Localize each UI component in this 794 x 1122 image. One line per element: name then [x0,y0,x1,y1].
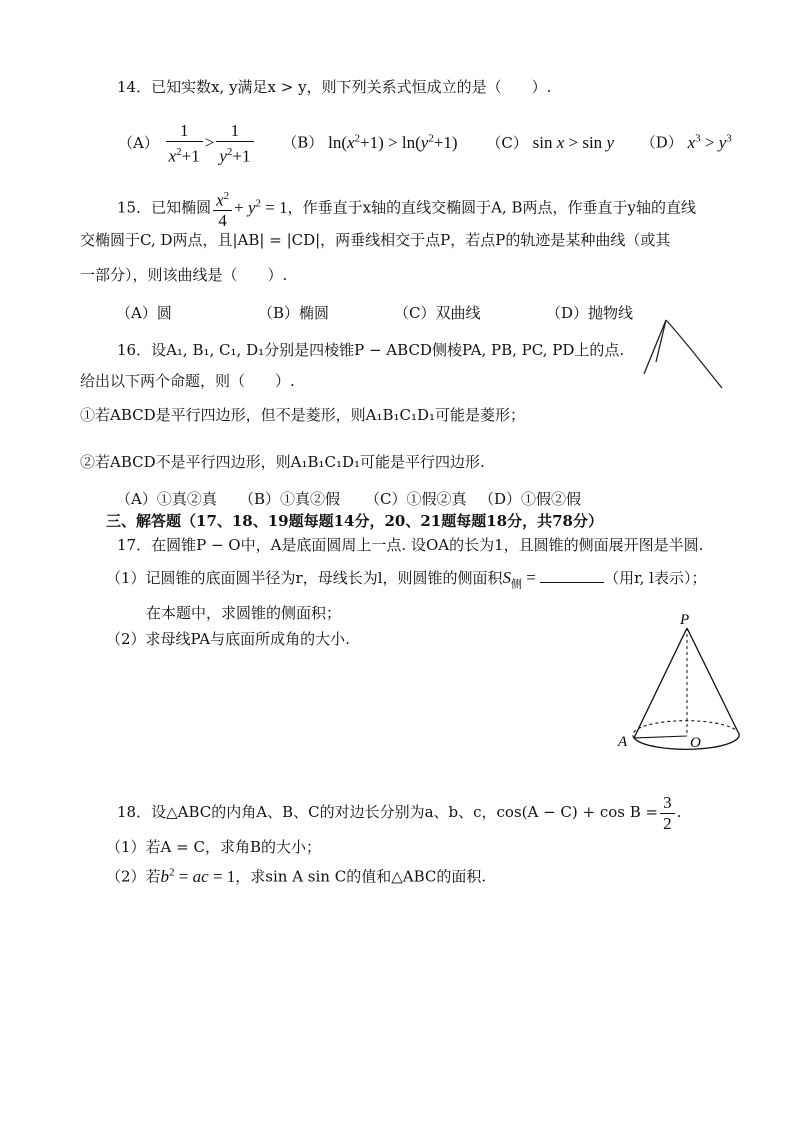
q15-options [116,302,633,324]
q17-stem: 17．在圆锥P − O中，A是底面圆周上一点. 设OA的长为1，且圆锥的侧面展开图是半圆. [117,536,704,554]
q14-option-c[interactable]: （C） sin x > sin y [486,132,614,152]
q17-part1: （1）记圆锥的底面圆半径为r，母线长为l，则圆锥的侧面积$S_侧$ = （用r, l表示）； [106,568,707,591]
q16-option-d[interactable]: （D）①假②假 [479,490,582,508]
q15-option-b[interactable]: （B）椭圆 [258,304,330,322]
pyramid-edge-left [644,320,666,374]
q15-option-d[interactable]: （D）抛物线 [546,304,634,322]
pyramid-edge-right [666,320,722,388]
cone-label-p: P [680,612,690,628]
q16-prop2: ②若ABCD不是平行四边形，则A₁B₁C₁D₁可能是平行四边形. [80,453,485,471]
q18-stem: 18．设△ABC的内角A、B、C的对边长分别为a、b、c，cos(A − C) + cos B = $\frac{3}{2}$ . [117,792,682,833]
q16-pyramid-sketch [638,318,728,390]
q16-option-c[interactable]: （C）①假②真 [365,490,467,508]
q16-line2: 给出以下两个命题，则（ ）. [80,372,295,390]
q16-option-a[interactable]: （A）①真②真 [116,490,217,508]
q14-options [118,118,732,166]
q14-stem: 14．已知实数x, y满足x > y，则下列关系式恒成立的是（ ）. [117,78,552,96]
q16-prop1: ①若ABCD是平行四边形，但不是菱形，则A₁B₁C₁D₁可能是菱形； [80,406,526,424]
q15-stem-line3: 一部分），则该曲线是（ ）. [80,266,288,284]
q18-part1: （1）若A = C，求角B的大小； [106,838,321,856]
q18-part2: （2）若$b^2$ = ac = 1，求sin A sin C的值和△ABC的面积. [106,866,487,886]
q15-option-c[interactable]: （C）双曲线 [394,304,481,322]
q15-stem-line2: 交椭圆于C, D两点，且|AB| = |CD|，两垂线相交于点P，若点P的轨迹是某种曲线（或其 [80,231,671,249]
q14-option-a[interactable]: （A） $\frac{1}{x^2+1}$ > $\frac{1}{y^2+1}$ [118,121,256,167]
q16-options [116,488,581,510]
cone-radius-oa [634,736,687,738]
q17-part1-cont: 在本题中，求圆锥的侧面积； [146,604,342,622]
q17-part2: （2）求母线PA与底面所成角的大小. [106,630,350,648]
q17-cone-figure [612,604,752,756]
q16-stem: 16．设A₁, B₁, C₁, D₁分别是四棱锥P − ABCD侧棱PA, PB, PC, PD上的点. [117,341,625,359]
cone-generatrix-right [687,628,738,732]
q15-stem-line1: 15．已知椭圆 $\frac{x^2}{4}$ + $y^2 = 1$，作垂直于x轴的直线交椭圆于A, B两点，作垂直于y轴的直线 [117,183,696,231]
section-title: 三、解答题（17、18、19题每题14分，20、21题每题18分，共78分） [106,512,603,530]
cone-base-front [634,732,739,749]
cone-generatrix-left [634,628,687,738]
q17-answer-blank[interactable] [540,566,604,583]
cone-base-back [633,721,738,738]
q14-option-b[interactable]: （B） $\ln(x^2+1) > \ln(y^2+1)$ [282,132,458,152]
cone-label-a: A [618,734,628,750]
cone-label-o: O [690,735,701,751]
q15-option-a[interactable]: （A）圆 [116,304,172,322]
q14-option-d[interactable]: （D） $x^3 > y^3$ [640,132,732,152]
q16-option-b[interactable]: （B）①真②假 [239,490,341,508]
